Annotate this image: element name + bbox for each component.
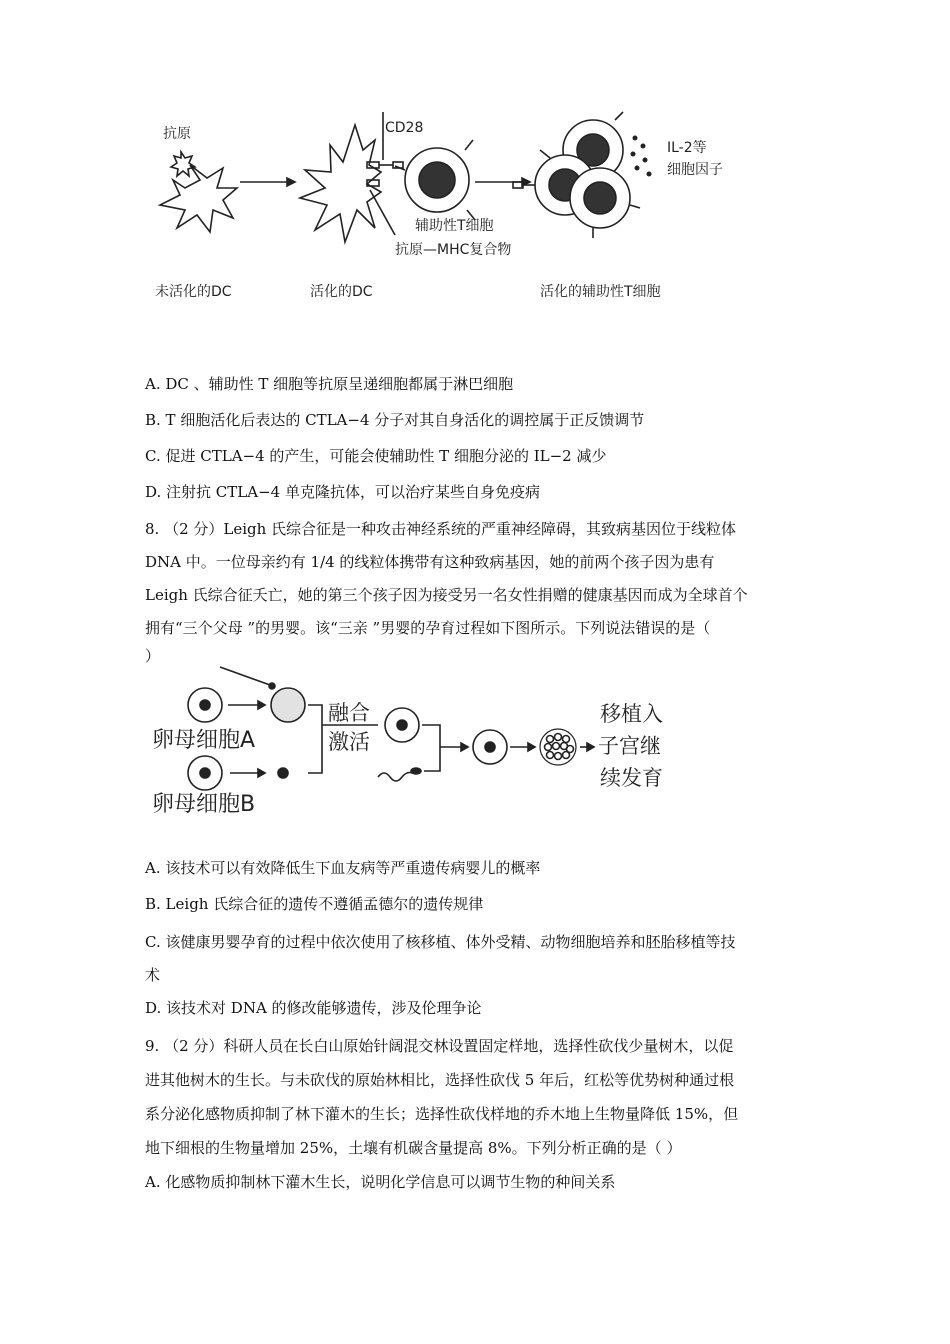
q8-option-b: B. Leigh 氏综合征的遗传不遵循孟德尔的遗传规律 [145,895,484,913]
il2-label: IL-2等 [667,140,707,156]
q7-option-d: D. 注射抗 CTLA−4 单克隆抗体，可以治疗某些自身免疫病 [145,483,540,501]
q8-stem-line-5: ） [145,647,161,665]
inactive-dc-label: 未活化的DC [155,284,232,300]
active-t-label: 活化的辅助性T细胞 [540,284,661,300]
cytokine-dots [631,136,652,177]
egg-b-nucleus [278,768,288,778]
transplant-label-3: 续发育 [600,766,663,790]
q9-option-a: A. 化感物质抑制林下灌木生长，说明化学信息可以调节生物的种间关系 [145,1173,616,1191]
egg-a-enucleated [271,688,305,722]
cytokine-label: 细胞因子 [667,162,723,178]
q7-option-b: B. T 细胞活化后表达的 CTLA−4 分子对其自身活化的调控属于正反馈调节 [145,411,645,429]
inactive-dc-cell [160,165,237,232]
q9-stem-line-4: 地下细根的生物量增加 25%，土壤有机碳含量提高 8%。下列分析正确的是（ ） [145,1139,682,1157]
q8-stem-line-1: 8. （2 分）Leigh 氏综合征是一种攻击神经系统的严重神经障碍，其致病基因位于线粒体 [145,520,737,538]
q8-option-c: C. 该健康男婴孕育的过程中依次使用了核移植、体外受精、动物细胞培养和胚胎移植等技 [145,933,736,951]
cd28-label: CD28 [385,120,424,136]
transplant-label-2: 子宫继 [598,734,661,758]
q9-stem-line-1: 9. （2 分）科研人员在长白山原始针阔混交林设置固定样地，选择性砍伐少量树木，以促 [145,1037,734,1055]
q8-option-a: A. 该技术可以有效降低生下血友病等严重遗传病婴儿的概率 [145,859,541,877]
egg-a-label: 卵母细胞A [152,728,256,753]
embryo-icon [540,729,576,765]
q8-stem-line-4: 拥有“三个父母 ”的男婴。该“三亲 ”男婴的孕育过程如下图所示。下列说法错误的是（ [145,619,711,637]
helper-t-label: 辅助性T细胞 [415,218,494,234]
three-parent-figure [150,665,680,825]
q8-stem-line-3: Leigh 氏综合征夭亡，她的第三个孩子因为接受另一名女性捐赠的健康基因而成为全球首个 [145,586,748,604]
egg-b-label: 卵母细胞B [152,792,256,817]
q7-option-a: A. DC 、辅助性 T 细胞等抗原呈递细胞都属于淋巴细胞 [145,375,514,393]
complex-label: 抗原—MHC复合物 [395,242,512,258]
sperm-icon [378,773,412,782]
dc-activation-figure [145,110,785,310]
active-dc-label: 活化的DC [310,284,373,300]
transplant-label-1: 移植入 [600,702,663,726]
active-dc-cell [300,125,381,242]
fuse-label-1: 融合 [328,701,370,725]
q8-option-c-cont: 术 [145,966,161,984]
antigen-label: 抗原 [163,126,191,142]
q9-stem-line-3: 系分泌化感物质抑制了林下灌木的生长；选择性砍伐样地的乔木地上生物量降低 15%，但 [145,1105,739,1123]
antigen-icon [171,152,195,176]
q8-stem-line-2: DNA 中。一位母亲约有 1/4 的线粒体携带有这种致病基因，她的前两个孩子因为患有 [145,553,715,571]
q9-stem-line-2: 进其他树木的生长。与未砍伐的原始林相比，选择性砍伐 5 年后，红松等优势树种通过根 [145,1071,735,1089]
q7-option-c: C. 促进 CTLA−4 的产生，可能会使辅助性 T 细胞分泌的 IL−2 减少 [145,447,607,465]
fuse-label-2: 激活 [328,730,370,754]
q8-option-d: D. 该技术对 DNA 的修改能够遗传，涉及伦理争论 [145,999,482,1017]
